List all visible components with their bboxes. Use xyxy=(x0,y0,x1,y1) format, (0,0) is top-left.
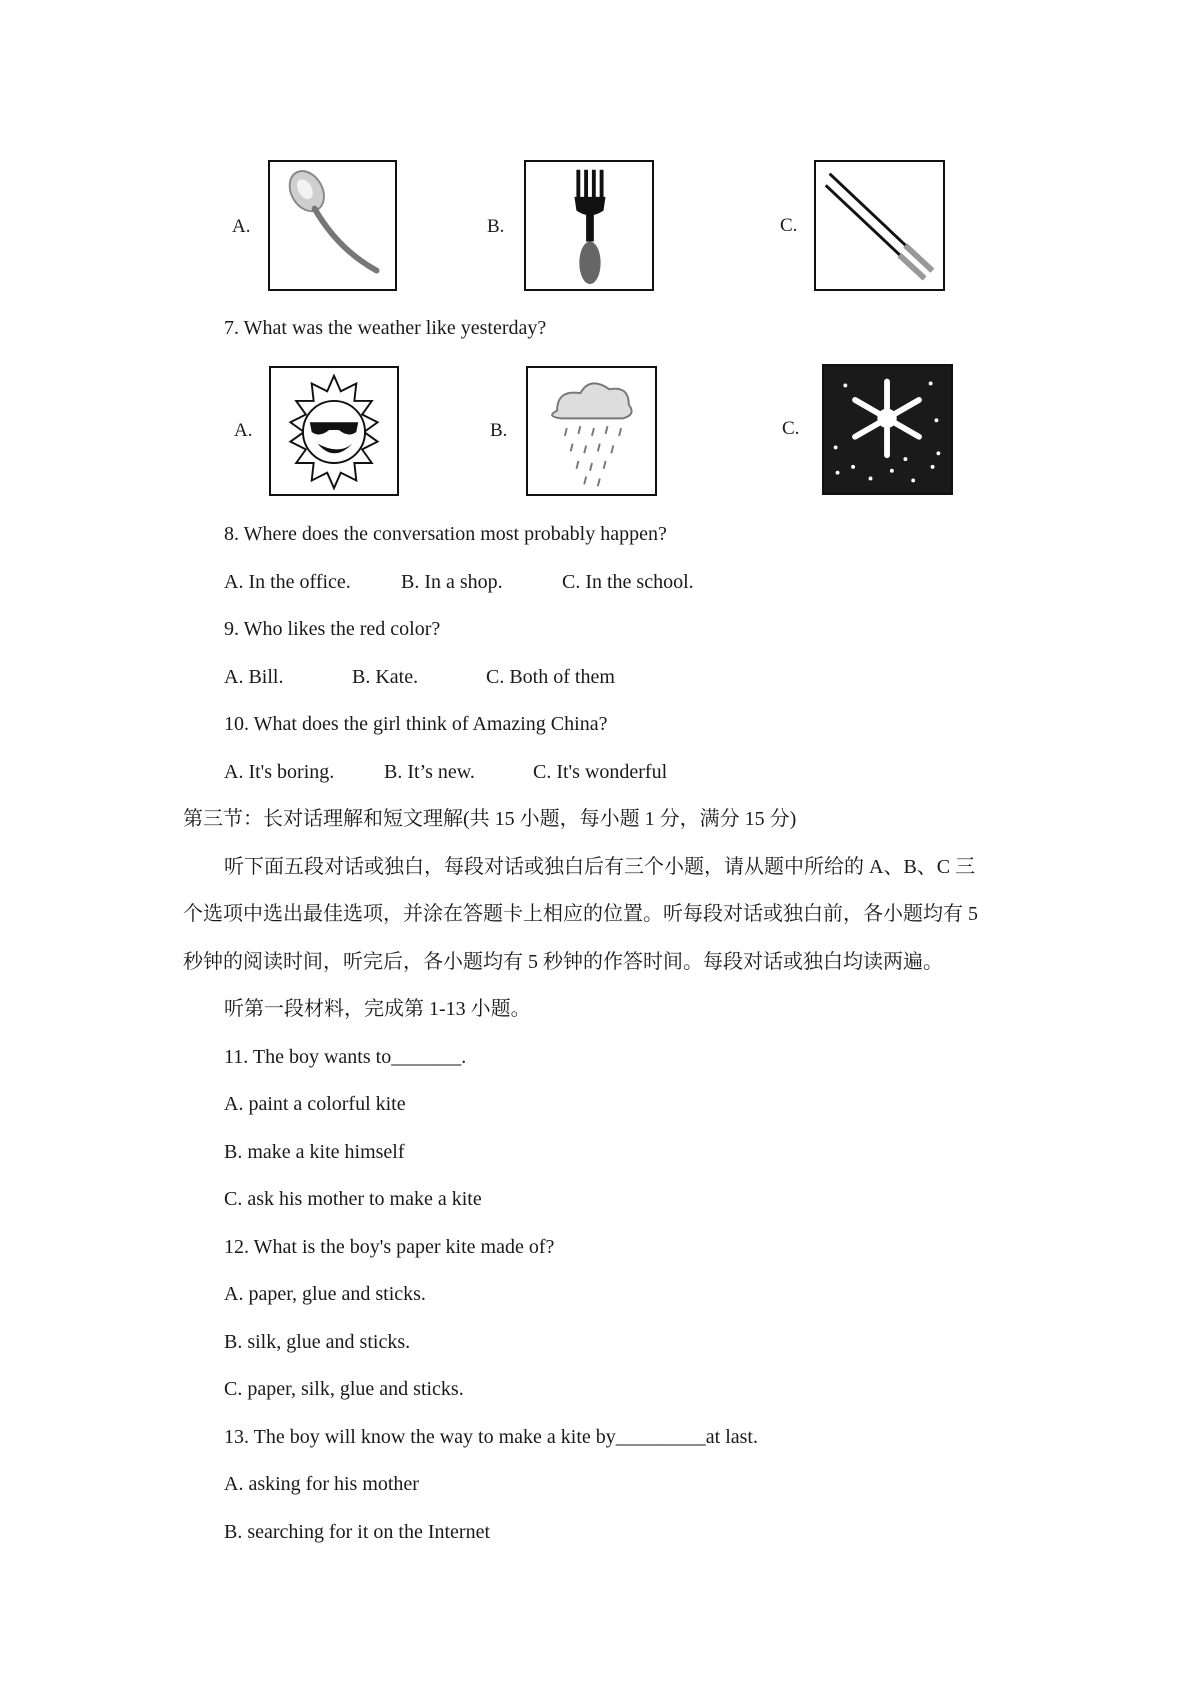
q9-question: 9. Who likes the red color? xyxy=(224,618,441,640)
q7-question: 7. What was the weather like yesterday? xyxy=(224,317,547,339)
q12-option-b: B. silk, glue and sticks. xyxy=(224,1331,411,1353)
q10-option-a: A. It's boring. xyxy=(224,761,335,783)
q6-option-c-letter: C. xyxy=(780,215,798,236)
q8-option-b: B. In a shop. xyxy=(401,571,503,593)
q10-question: 10. What does the girl think of Amazing China? xyxy=(224,713,608,735)
rain-cloud-icon xyxy=(526,366,657,496)
q11-option-a: A. paint a colorful kite xyxy=(224,1093,406,1115)
section3-instruction-line-1: 听下面五段对话或独白，每段对话或独白后有三个小题，请从题中所给的 A、B、C 三 xyxy=(224,856,976,878)
q7-option-c-letter: C. xyxy=(782,418,800,439)
q10-option-b: B. It’s new. xyxy=(384,761,475,783)
section3-heading: 第三节：长对话理解和短文理解(共 15 小题，每小题 1 分，满分 15 分) xyxy=(183,808,797,830)
section3-sub-instruction: 听第一段材料，完成第 1-13 小题。 xyxy=(224,998,531,1020)
fork-icon xyxy=(524,160,654,291)
q11-option-b: B. make a kite himself xyxy=(224,1141,405,1163)
q6-option-b-letter: B. xyxy=(487,216,505,237)
q12-option-c: C. paper, silk, glue and sticks. xyxy=(224,1378,464,1400)
spoon-icon xyxy=(268,160,397,291)
section3-instruction-line-3: 秒钟的阅读时间，听完后，各小题均有 5 秒钟的作答时间。每段对话或独白均读两遍。 xyxy=(183,951,943,973)
q10-option-c: C. It's wonderful xyxy=(533,761,668,783)
q13-option-b: B. searching for it on the Internet xyxy=(224,1521,491,1543)
section3-instruction-line-2: 个选项中选出最佳选项，并涂在答题卡上相应的位置。听每段对话或独白前，各小题均有 5 xyxy=(183,903,978,925)
q8-option-c: C. In the school. xyxy=(562,571,694,593)
q11-question: 11. The boy wants to_______. xyxy=(224,1046,467,1068)
q13-option-a: A. asking for his mother xyxy=(224,1473,419,1495)
q8-question: 8. Where does the conversation most probably happen? xyxy=(224,523,667,545)
snowflake-icon xyxy=(822,364,953,495)
q12-option-a: A. paper, glue and sticks. xyxy=(224,1283,426,1305)
sun-icon xyxy=(269,366,399,496)
q8-option-a: A. In the office. xyxy=(224,571,351,593)
q9-option-b: B. Kate. xyxy=(352,666,419,688)
q6-option-a-letter: A. xyxy=(232,216,251,237)
q7-option-b-letter: B. xyxy=(490,420,508,441)
q7-option-a-letter: A. xyxy=(234,420,253,441)
q11-option-c: C. ask his mother to make a kite xyxy=(224,1188,482,1210)
q13-question: 13. The boy will know the way to make a kite by_________at last. xyxy=(224,1426,758,1448)
q12-question: 12. What is the boy's paper kite made of? xyxy=(224,1236,555,1258)
chopsticks-icon xyxy=(814,160,945,291)
q9-option-a: A. Bill. xyxy=(224,666,284,688)
q9-option-c: C. Both of them xyxy=(486,666,615,688)
